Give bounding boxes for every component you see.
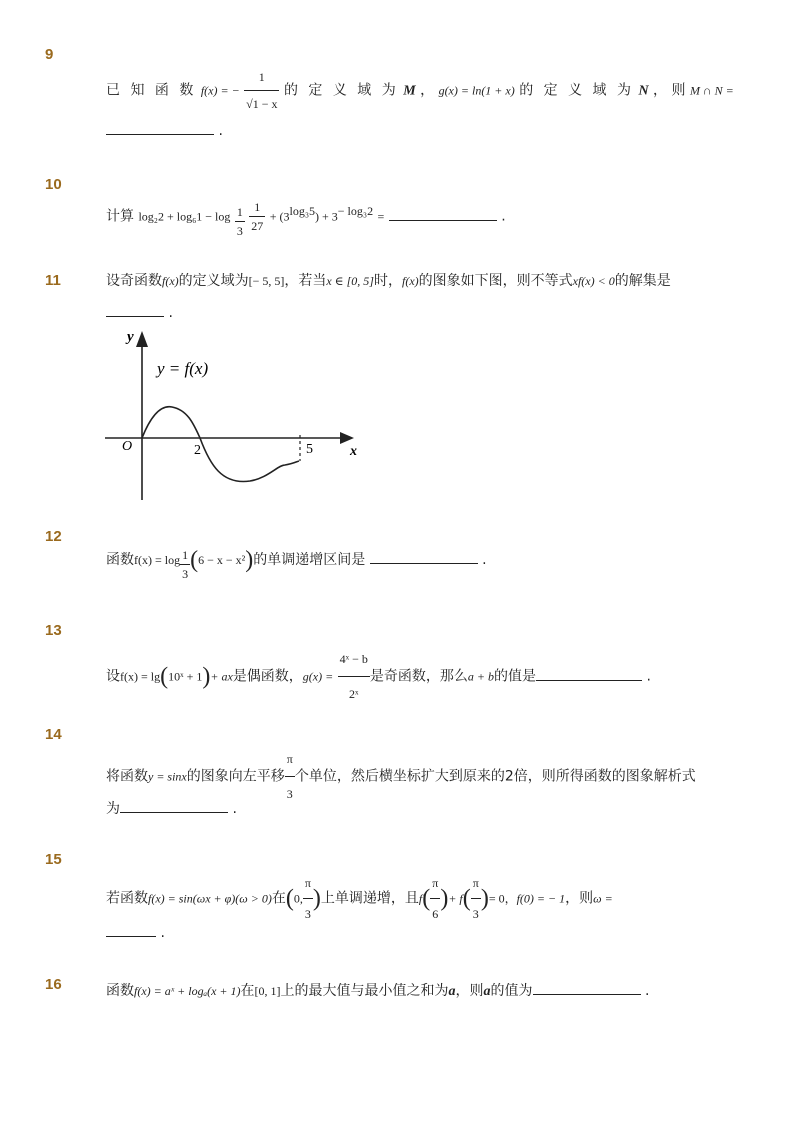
q16-a: a xyxy=(483,984,491,999)
q11-text: 设奇函数 xyxy=(106,273,162,289)
q11-inequality: xf(x) < 0 xyxy=(572,274,615,288)
q11-text: ，若当 xyxy=(284,273,327,289)
q12-text: 函数 xyxy=(106,552,134,568)
q10-expr: + (3 xyxy=(269,209,290,224)
q11-fx: f(x) xyxy=(401,274,419,288)
q11-text: 时， xyxy=(373,273,402,289)
q9-fx: f(x) = − xyxy=(200,83,240,98)
x-axis-label: x xyxy=(350,444,357,459)
answer-blank-12[interactable] xyxy=(370,551,478,564)
q16-period: . xyxy=(644,983,650,999)
q16-text: 在 xyxy=(240,983,255,999)
q13-gx: g(x) = xyxy=(302,669,334,684)
q10-exponent: log₃5 xyxy=(289,203,316,218)
q13-fraction xyxy=(338,650,370,703)
origin-label: O xyxy=(122,439,133,454)
q10-log-base xyxy=(235,203,245,240)
q13-paren: ( xyxy=(160,663,169,690)
q16-text: 函数 xyxy=(106,983,134,999)
q15-paren: ) xyxy=(480,885,489,912)
q14-period: . xyxy=(232,801,237,817)
q12-base-num: 1 xyxy=(182,548,189,562)
q12-period: . xyxy=(482,552,487,568)
question-number-11: 11 xyxy=(45,272,61,289)
y-axis-arrow xyxy=(136,331,148,347)
x-axis-arrow xyxy=(340,432,354,444)
q15-interval: 0, xyxy=(293,891,303,906)
q13-denominator: 2ˣ xyxy=(338,676,370,703)
q9-text: 的 定 义 域 为 xyxy=(519,82,634,99)
q10-exponent: − log₃2 xyxy=(337,203,374,218)
q9-gx: g(x) = ln(1 + x) xyxy=(438,83,515,98)
q12-text: 的单调递增区间是 xyxy=(253,552,366,568)
q15-den: 3 xyxy=(303,898,313,923)
q13-text: 的值是 xyxy=(494,668,537,685)
q16-text: 的值为 xyxy=(490,983,533,999)
q14-fraction xyxy=(285,750,295,803)
q15-den: 6 xyxy=(430,898,440,923)
q15-text: ，则 xyxy=(565,890,594,907)
q12-paren: ) xyxy=(245,547,254,573)
answer-blank-16[interactable] xyxy=(533,982,641,995)
q15-paren: ( xyxy=(462,885,471,912)
function-curve xyxy=(142,407,299,482)
q9-fraction xyxy=(244,68,279,113)
q11-period: . xyxy=(168,305,173,321)
q14-text: 将函数 xyxy=(106,768,148,785)
tick-label-2: 2 xyxy=(194,443,201,458)
q15-omega: ω = xyxy=(593,891,613,906)
question-number-13: 13 xyxy=(45,622,62,639)
q9-set-m: M xyxy=(403,83,416,99)
q14-denominator: 3 xyxy=(285,776,295,803)
q10-expr: ) + 3 xyxy=(315,209,338,224)
q9-set-n: N xyxy=(638,83,649,99)
q9-numerator: 1 xyxy=(258,70,265,84)
q12-paren: ( xyxy=(190,547,199,573)
q14-text: 的图象向左平移 xyxy=(186,768,285,785)
q15-den: 3 xyxy=(471,898,481,923)
q11-fx: f(x) xyxy=(162,274,179,288)
q12-arg: 6 − x − x² xyxy=(198,553,246,567)
question-number-14: 14 xyxy=(45,726,62,743)
q15-paren: ) xyxy=(312,885,321,912)
q13-expr: f(x) = lg xyxy=(120,669,161,684)
q15-pi: π xyxy=(472,876,479,890)
q10-period: . xyxy=(501,208,506,225)
answer-blank-11[interactable] xyxy=(106,304,164,317)
q11-condition: x ∈ [0, 5] xyxy=(326,274,374,288)
q13-paren: ) xyxy=(202,663,211,690)
answer-blank-14[interactable] xyxy=(120,800,228,813)
q11-text: 的解集是 xyxy=(614,273,671,289)
q14-expr: y = sinx xyxy=(148,769,187,784)
q15-expr: f(x) = sin(ωx + φ)(ω > 0) xyxy=(148,891,272,906)
question-number-12: 12 xyxy=(45,528,62,545)
q12-base-den: 3 xyxy=(180,564,190,583)
q15-paren: ( xyxy=(422,885,431,912)
q13-text: 设 xyxy=(106,668,120,685)
question-number-15: 15 xyxy=(45,851,62,868)
question-number-10: 10 xyxy=(45,176,62,193)
q13-text: 是偶函数， xyxy=(232,668,303,685)
q9-comma: ， xyxy=(420,82,435,99)
q13-sum: a + b xyxy=(467,669,495,684)
q16-interval: [0, 1] xyxy=(254,984,281,998)
q15-f0: f(0) = − 1 xyxy=(516,891,566,906)
q15-f: f xyxy=(418,891,423,906)
q10-base-den: 3 xyxy=(235,221,245,240)
q9-text: ， 则 xyxy=(653,82,686,99)
q15-text: 若函数 xyxy=(106,890,148,907)
q12-log-base xyxy=(180,546,190,583)
q10-arg-den: 27 xyxy=(249,216,265,235)
q13-arg: 10ˣ + 1 xyxy=(168,669,203,684)
answer-blank-10[interactable] xyxy=(389,208,497,221)
q13-numerator: 4ˣ − b xyxy=(339,652,368,666)
q12-expr: f(x) = log xyxy=(134,553,181,567)
q10-expr: log₂2 + log₆1 − log xyxy=(138,209,231,224)
q16-a: a xyxy=(448,984,456,999)
function-label: y = f(x) xyxy=(157,359,209,378)
q15-text: 在 xyxy=(271,890,286,907)
q15-pi: π xyxy=(304,876,311,890)
q9-period: . xyxy=(218,123,223,139)
q11-text: 的定义域为 xyxy=(178,273,249,289)
answer-blank-13[interactable] xyxy=(536,668,642,681)
tick-label-5: 5 xyxy=(306,442,313,457)
q9-text: 已 知 函 数 xyxy=(106,82,197,99)
q10-log-arg xyxy=(249,198,265,235)
q15-period: . xyxy=(160,925,165,941)
q10-text: 计算 xyxy=(106,208,134,225)
answer-blank-15[interactable] xyxy=(106,924,156,937)
q9-denominator: √1 − x xyxy=(244,90,279,113)
q10-base-num: 1 xyxy=(236,204,243,219)
q15-pi: π xyxy=(432,876,439,890)
q13-period: . xyxy=(646,668,651,685)
q10-arg-num: 1 xyxy=(254,200,261,214)
q15-paren: ( xyxy=(285,885,294,912)
q15-paren: ) xyxy=(440,885,449,912)
q16-text: 上的最大值与最小值之和为 xyxy=(280,983,449,999)
q11-text: 的图象如下图，则不等式 xyxy=(418,273,573,289)
q11-function-graph xyxy=(100,325,370,505)
q15-eq: = 0， xyxy=(488,891,517,906)
q13-text: 是奇函数，那么 xyxy=(369,668,468,685)
q16-text: ，则 xyxy=(455,983,484,999)
q15-text: 上单调递增，且 xyxy=(320,890,419,907)
q10-equals: = xyxy=(377,209,385,224)
q9-text: 的 定 义 域 为 xyxy=(283,82,399,99)
answer-blank-9[interactable] xyxy=(106,122,214,135)
q16-expr: f(x) = aˣ + logₐ(x + 1) xyxy=(134,984,241,998)
q11-domain: [− 5, 5] xyxy=(248,274,285,288)
q9-intersection: M ∩ N = xyxy=(689,83,734,98)
question-number-16: 16 xyxy=(45,976,62,993)
q14-text: 个单位，然后横坐标扩大到原来的2倍，则所得函数的图象解析式 xyxy=(294,768,696,785)
q14-numerator: π xyxy=(286,752,293,766)
q15-plus: + f xyxy=(448,891,463,906)
q13-expr: + ax xyxy=(210,669,233,684)
q14-text: 为 xyxy=(106,801,120,817)
q15-fraction xyxy=(430,874,440,923)
q15-fraction xyxy=(471,874,481,923)
q15-fraction xyxy=(303,874,313,923)
question-number-9: 9 xyxy=(45,46,54,63)
y-axis-label: y xyxy=(127,329,134,345)
